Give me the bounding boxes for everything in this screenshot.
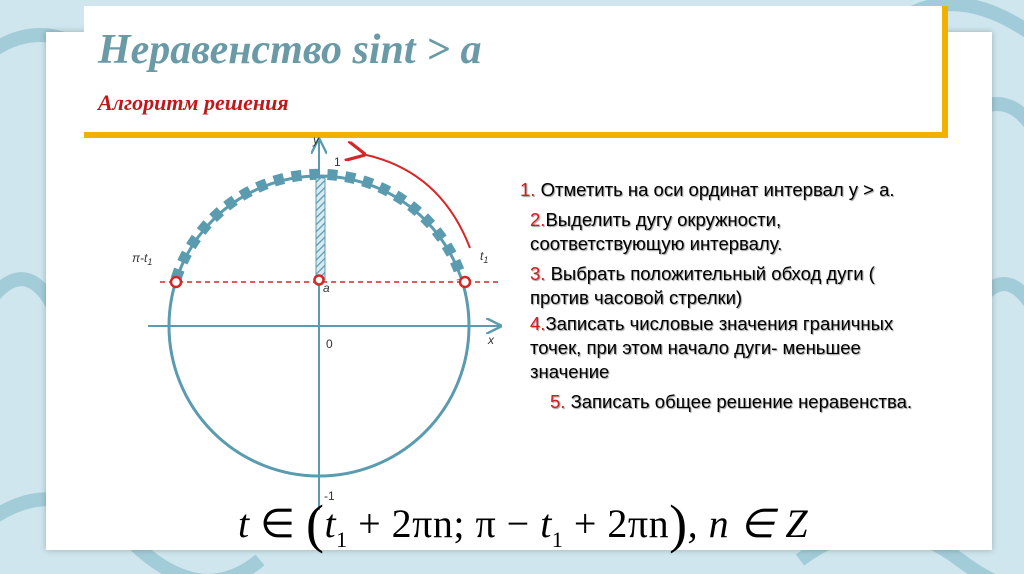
step-2: 2.Выделить дугу окружности, соответствующую интервалу. [530,209,783,254]
step-3: 3. Выбрать положительный обход дуги ( против часовой стрелки) [530,263,875,308]
direction-arrow [362,154,470,248]
point-pi-minus-t1 [171,277,181,287]
page-title: Неравенство sint > a [98,27,482,73]
y-interval-hatch [316,178,325,280]
step-4: 4.Записать числовые значения граничных точек, при этом начало дуги- меньшее значение [530,313,894,382]
y-axis-label: y [313,133,319,147]
label-t1: $t_1$ [480,249,489,265]
step-1: 1. Отметить на оси ординат интервал y > a. [520,179,895,200]
label-pi-minus-t1: $\pi-t_1$ [132,251,153,267]
x-axis-label: x [488,333,494,347]
label-zero: 0 [326,337,333,351]
label-a: a [323,281,330,295]
algorithm-steps [520,178,920,420]
page-subtitle: Алгоритм решения [98,90,289,115]
unit-circle-diagram [120,130,520,520]
point-t1 [460,277,470,287]
label-one: 1 [334,155,341,169]
label-minus-one: -1 [324,489,335,503]
step-5: 5. Записать общее решение неравенства. [550,391,913,412]
solution-formula: t ∈ ($t_1 + 2\pi n$; $\pi - t_1 + 2\pi n$), n ∈ Z [238,494,809,554]
